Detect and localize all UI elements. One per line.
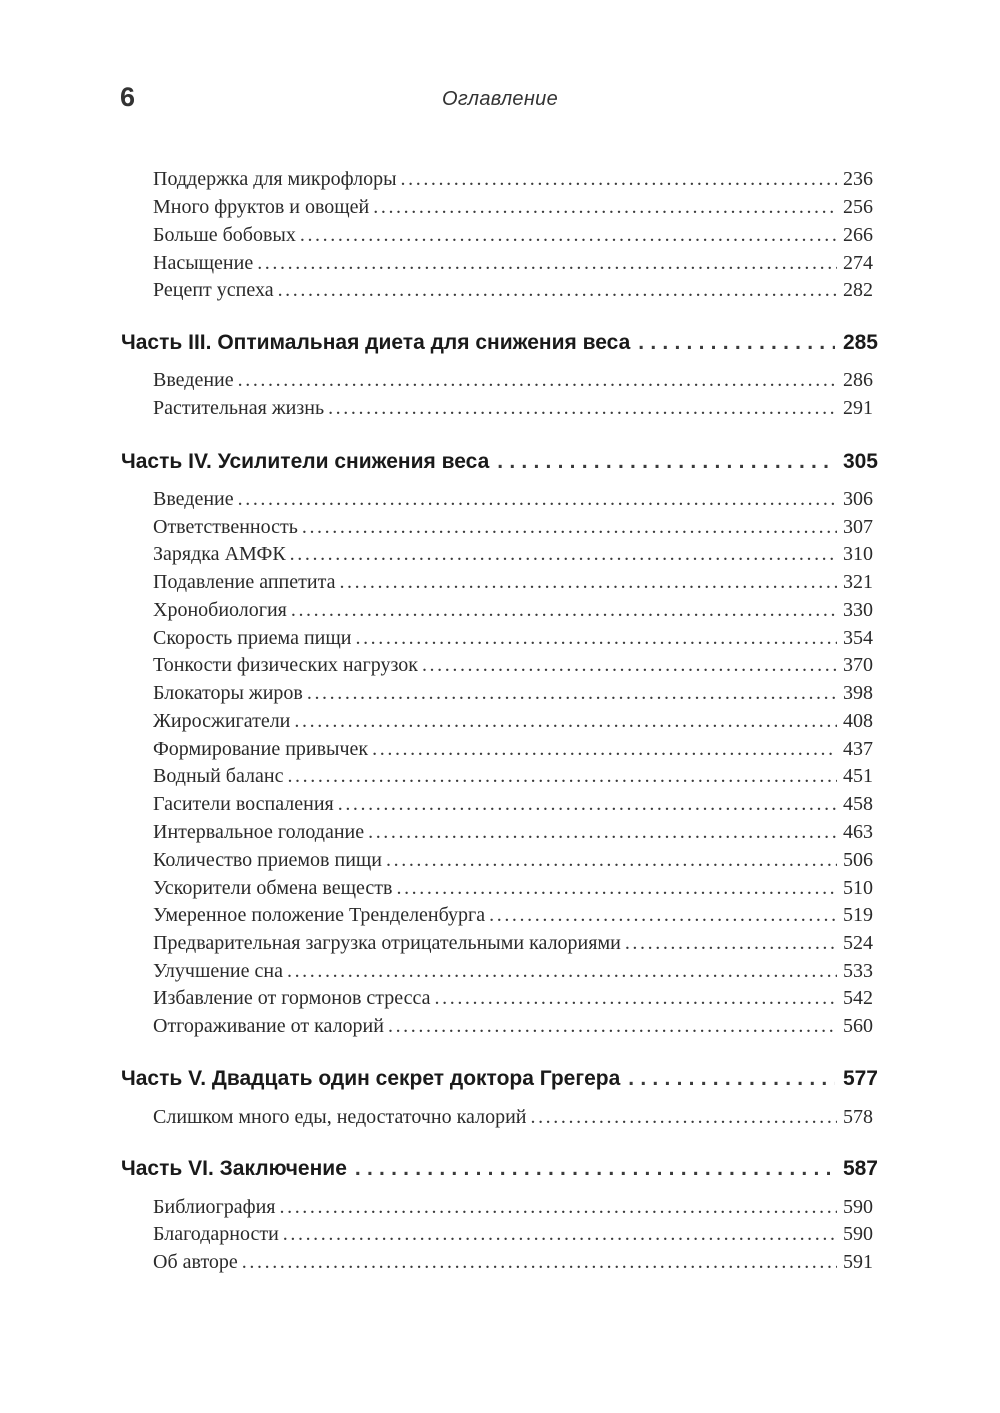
- dot-leader: [238, 369, 837, 392]
- toc-entry[interactable]: [153, 960, 873, 983]
- toc-entry[interactable]: [153, 738, 873, 761]
- toc-entry-title: Количество приемов пищи: [153, 849, 383, 871]
- toc-entry-page: 519: [843, 904, 873, 926]
- toc-entry[interactable]: [153, 397, 873, 420]
- dot-leader: [278, 279, 837, 302]
- dot-leader: [287, 765, 837, 788]
- toc-entry-title: Умеренное положение Тренделенбурга: [153, 904, 486, 926]
- toc-entry-page: 591: [843, 1251, 873, 1273]
- toc-entry-page: 578: [843, 1106, 873, 1128]
- toc-entry[interactable]: [153, 516, 873, 539]
- toc-entry[interactable]: [153, 932, 873, 955]
- toc-entry-title: Гасители воспаления: [153, 793, 334, 815]
- toc-entry-page: 282: [843, 279, 873, 301]
- toc-entry[interactable]: [153, 369, 873, 392]
- toc-entry-page: 330: [843, 599, 873, 621]
- dot-leader: [328, 397, 837, 420]
- toc-entry[interactable]: [153, 987, 873, 1010]
- dot-leader: [339, 571, 837, 594]
- toc-entry-page: 236: [843, 168, 873, 190]
- toc-entry-page: 437: [843, 738, 873, 760]
- toc-entry-title: Рецепт успеха: [153, 279, 274, 301]
- dot-leader: [638, 331, 835, 355]
- toc-entry[interactable]: [153, 682, 873, 705]
- toc-entry-title: Улучшение сна: [153, 960, 283, 982]
- toc-entry-title: Подавление аппетита: [153, 571, 336, 593]
- dot-leader: [307, 682, 837, 705]
- toc-entry-page: 306: [843, 488, 873, 510]
- dot-leader: [489, 904, 837, 927]
- toc-entry[interactable]: [153, 793, 873, 816]
- toc-entry-title: Библиография: [153, 1196, 276, 1218]
- toc-entry[interactable]: [153, 196, 873, 219]
- dot-leader: [287, 960, 837, 983]
- toc-part-title: Часть IV. Усилители снижения веса: [121, 450, 490, 473]
- toc-entry-page: 256: [843, 196, 873, 218]
- dot-leader: [396, 877, 837, 900]
- toc-part-title: Часть V. Двадцать один секрет доктора Грегера: [121, 1067, 621, 1090]
- dot-leader: [530, 1106, 837, 1129]
- dot-leader: [401, 168, 837, 191]
- toc-entry-page: 533: [843, 960, 873, 982]
- toc-part-page: 587: [842, 1157, 878, 1180]
- toc-entry[interactable]: [153, 765, 873, 788]
- toc-entry[interactable]: [153, 710, 873, 733]
- dot-leader: [368, 821, 837, 844]
- dot-leader: [291, 599, 837, 622]
- dot-leader: [300, 224, 837, 247]
- dot-leader: [338, 793, 837, 816]
- toc-entry[interactable]: [153, 571, 873, 594]
- toc-entry-page: 451: [843, 765, 873, 787]
- dot-leader: [422, 654, 837, 677]
- toc-entry-title: Предварительная загрузка отрицательными калориями: [153, 932, 621, 954]
- toc-entry-title: Блокаторы жиров: [153, 682, 303, 704]
- toc-entry-page: 274: [843, 252, 873, 274]
- toc-entry-title: Введение: [153, 488, 234, 510]
- toc-entry-title: Водный баланс: [153, 765, 284, 787]
- toc-entry[interactable]: [153, 904, 873, 927]
- toc-entry-title: Об авторе: [153, 1251, 238, 1273]
- toc-entry-page: 524: [843, 932, 873, 954]
- toc-entry-title: Растительная жизнь: [153, 397, 325, 419]
- toc-entry-page: 321: [843, 571, 873, 593]
- toc-entry-title: Ускорители обмена веществ: [153, 877, 393, 899]
- toc-entry-title: Тонкости физических нагрузок: [153, 654, 418, 676]
- toc-entry[interactable]: [153, 1196, 873, 1219]
- toc-entry[interactable]: [153, 1223, 873, 1246]
- toc-entry[interactable]: [153, 168, 873, 191]
- toc-entry-title: Формирование привычек: [153, 738, 369, 760]
- toc-entry-page: 506: [843, 849, 873, 871]
- dot-leader: [238, 488, 837, 511]
- toc-entry[interactable]: [153, 488, 873, 511]
- toc-entry[interactable]: [153, 821, 873, 844]
- toc-entry-page: 286: [843, 369, 873, 391]
- dot-leader: [388, 1015, 837, 1038]
- toc-entry-page: 560: [843, 1015, 873, 1037]
- dot-leader: [355, 1157, 835, 1181]
- dot-leader: [372, 738, 837, 761]
- dot-leader: [355, 627, 837, 650]
- dot-leader: [290, 543, 837, 566]
- toc-entry-title: Больше бобовых: [153, 224, 296, 246]
- dot-leader: [280, 1196, 838, 1219]
- toc-entry-page: 542: [843, 987, 873, 1009]
- toc-entry-title: Благодарности: [153, 1223, 279, 1245]
- toc-entry[interactable]: [153, 849, 873, 872]
- toc-entry[interactable]: [153, 654, 873, 677]
- toc-entry-page: 510: [843, 877, 873, 899]
- dot-leader: [302, 516, 837, 539]
- toc-part-title: Часть III. Оптимальная диета для снижения веса: [121, 331, 631, 354]
- toc-entry[interactable]: [153, 627, 873, 650]
- toc-entry-title: Зарядка АМФК: [153, 543, 286, 565]
- running-title: Оглавление: [441, 88, 559, 110]
- toc-entry[interactable]: [153, 224, 873, 247]
- toc-entry-page: 590: [843, 1223, 873, 1245]
- toc-entry-page: 463: [843, 821, 873, 843]
- dot-leader: [373, 196, 837, 219]
- dot-leader: [257, 252, 837, 275]
- toc-entry-page: 370: [843, 654, 873, 676]
- dot-leader: [435, 987, 837, 1010]
- toc-entry-title: Интервальное голодание: [153, 821, 365, 843]
- dot-leader: [242, 1251, 837, 1274]
- toc-part-title: Часть VI. Заключение: [121, 1157, 347, 1180]
- toc-part-heading[interactable]: [121, 1157, 878, 1181]
- toc-entry-page: 458: [843, 793, 873, 815]
- toc-entry-page: 398: [843, 682, 873, 704]
- dot-leader: [294, 710, 837, 733]
- toc-entry[interactable]: [153, 1015, 873, 1038]
- toc-entry[interactable]: [153, 599, 873, 622]
- toc-entry-title: Ответственность: [153, 516, 298, 538]
- toc-part-page: 305: [842, 450, 878, 473]
- dot-leader: [497, 450, 835, 474]
- toc-entry-title: Отгораживание от калорий: [153, 1015, 384, 1037]
- toc-entry-title: Избавление от гормонов стресса: [153, 987, 431, 1009]
- dot-leader: [283, 1223, 837, 1246]
- dot-leader: [628, 1067, 835, 1091]
- toc-entry-title: Слишком много еды, недостаточно калорий: [153, 1106, 527, 1128]
- toc-part-page: 577: [842, 1067, 878, 1090]
- toc-entry-page: 408: [843, 710, 873, 732]
- dot-leader: [625, 932, 837, 955]
- toc-entry-title: Насыщение: [153, 252, 254, 274]
- toc-entry-page: 590: [843, 1196, 873, 1218]
- toc-entry-title: Хронобиология: [153, 599, 287, 621]
- toc-entry[interactable]: [153, 1106, 873, 1129]
- toc-entry-title: Скорость приема пищи: [153, 627, 352, 649]
- toc-entry[interactable]: [153, 252, 873, 275]
- toc-part-heading[interactable]: [121, 331, 878, 355]
- toc-entry-title: Жиросжигатели: [153, 710, 291, 732]
- toc-entry-page: 354: [843, 627, 873, 649]
- toc-entry[interactable]: [153, 1251, 873, 1274]
- toc-entry[interactable]: [153, 279, 873, 302]
- toc-part-heading[interactable]: [121, 1067, 878, 1091]
- toc-entry-title: Поддержка для микрофлоры: [153, 168, 397, 190]
- toc-part-heading[interactable]: [121, 450, 878, 474]
- toc-entry[interactable]: [153, 877, 873, 900]
- toc-part-page: 285: [842, 331, 878, 354]
- toc-entry-title: Много фруктов и овощей: [153, 196, 370, 218]
- toc-entry-page: 307: [843, 516, 873, 538]
- toc-entry-title: Введение: [153, 369, 234, 391]
- toc-entry-page: 266: [843, 224, 873, 246]
- toc-entry[interactable]: [153, 543, 873, 566]
- toc-entry-page: 291: [843, 397, 873, 419]
- page-number: 6: [120, 82, 136, 112]
- toc-entry-page: 310: [843, 543, 873, 565]
- dot-leader: [386, 849, 837, 872]
